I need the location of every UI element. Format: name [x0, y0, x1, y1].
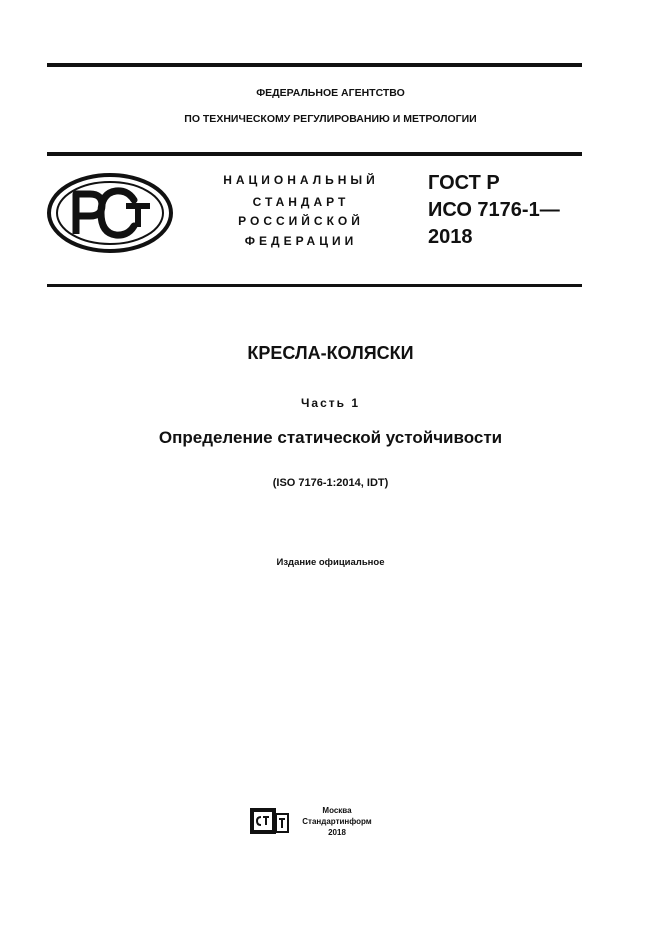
standard-type-line-3: РОССИЙСКОЙ — [238, 214, 364, 228]
edition-note: Издание официальное — [276, 557, 385, 568]
standard-type-line-4: ФЕДЕРАЦИИ — [244, 234, 358, 248]
header-rule — [47, 152, 582, 156]
designation-line-2: ИСО 7176-1— — [428, 199, 560, 221]
standartinform-logo-icon — [249, 806, 289, 836]
header-bottom-rule — [47, 284, 582, 287]
logo-block — [46, 172, 174, 254]
rst-certification-mark-icon — [46, 172, 174, 254]
document-title: КРЕСЛА-КОЛЯСКИ — [247, 343, 414, 363]
publisher-logo — [249, 806, 289, 836]
agency-line-2: ПО ТЕХНИЧЕСКОМУ РЕГУЛИРОВАНИЮ И МЕТРОЛОГИИ — [184, 113, 477, 125]
standard-type-line-2: СТАНДАРТ — [252, 195, 350, 209]
agency-line-1: ФЕДЕРАЛЬНОЕ АГЕНТСТВО — [256, 87, 405, 99]
document-subtitle: Определение статической устойчивости — [158, 428, 503, 447]
designation-line-3: 2018 — [428, 226, 473, 248]
designation-line-1: ГОСТ Р — [428, 172, 500, 194]
iso-reference: (ISO 7176-1:2014, IDT) — [272, 477, 389, 489]
part-number: Часть 1 — [300, 396, 361, 410]
publisher-name: Стандартинформ — [302, 817, 372, 826]
publisher-city: Москва — [322, 806, 352, 815]
publisher-year: 2018 — [328, 828, 346, 837]
standard-type-line-1: НАЦИОНАЛЬНЫЙ — [223, 173, 379, 187]
top-rule — [47, 63, 582, 67]
